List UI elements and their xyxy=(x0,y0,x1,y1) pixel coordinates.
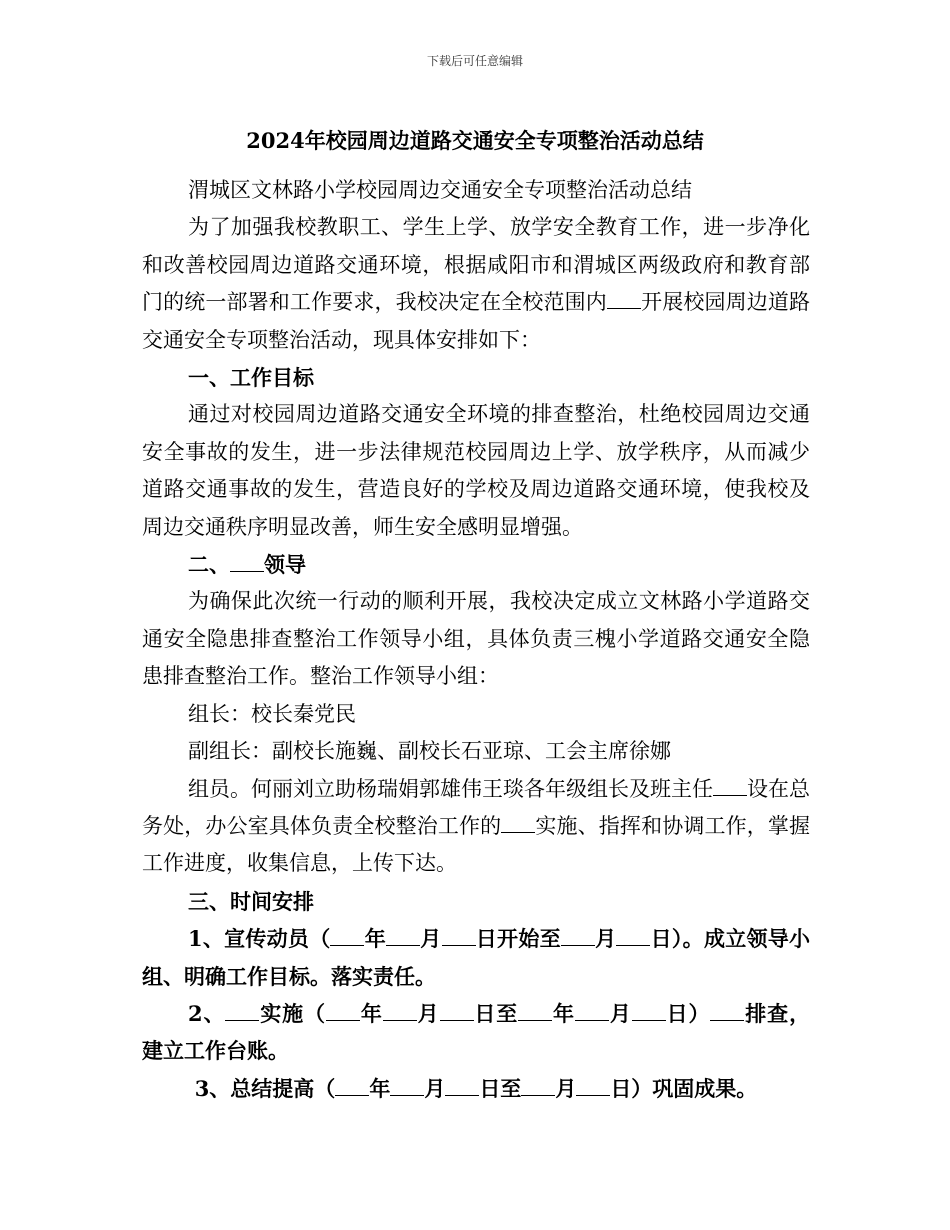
step-text: 月 xyxy=(420,926,442,952)
heading-text: 领导 xyxy=(264,552,306,578)
step-text: 实施（ xyxy=(259,1000,326,1026)
step-text: 排查，建立工作台账。 xyxy=(142,1000,811,1064)
section-heading-schedule: 三、时间安排 xyxy=(188,888,314,914)
document-body xyxy=(142,172,810,1107)
document-title: 2024年校园周边道路交通安全专项整治活动总结 xyxy=(246,128,704,153)
blank-field xyxy=(518,1002,552,1021)
section-heading-goals: 一、工作目标 xyxy=(188,365,314,391)
step-text: 年 xyxy=(369,1075,391,1101)
blank-field xyxy=(386,927,420,946)
step-text: 年 xyxy=(552,1000,575,1026)
blank-field xyxy=(326,1002,360,1021)
step-text: 日）。成立领导小组、明确工作目标。落实责任。 xyxy=(142,926,811,989)
blank-field xyxy=(521,1077,555,1096)
blank-field xyxy=(383,1002,417,1021)
blank-field xyxy=(501,814,535,833)
step-text: 月 xyxy=(416,1000,440,1026)
blank-field xyxy=(575,1002,609,1021)
members-text-1: 组员。何丽刘立助杨瑞娟郭雄伟王琰各年级组长及班主任 xyxy=(188,776,713,801)
blank-field xyxy=(632,1002,666,1021)
step-text: 日） xyxy=(665,1000,711,1026)
step-text: 3、总结提高（ xyxy=(194,1075,336,1101)
step-text: 月 xyxy=(424,1075,446,1101)
step-text: 日开始至 xyxy=(475,926,561,952)
step-text: 月 xyxy=(608,1000,632,1026)
blank-field xyxy=(390,1077,424,1096)
schedule-step-1 xyxy=(142,920,810,995)
blank-field xyxy=(440,1002,474,1021)
step-text: 日至 xyxy=(479,1075,522,1101)
blank-field xyxy=(335,1077,369,1096)
step-text: 年 xyxy=(364,926,386,952)
step-text: 月 xyxy=(555,1075,577,1101)
members-text-3: 实施、指挥和协调工作，掌握工作进度，收集信息，上传下达。 xyxy=(142,813,810,876)
blank-field xyxy=(230,553,264,572)
schedule-step-3 xyxy=(142,1070,810,1107)
subtitle-paragraph: 渭城区文林路小学校园周边交通安全专项整治活动总结 xyxy=(188,178,692,202)
members-paragraph xyxy=(142,771,810,883)
step-text: 2、 xyxy=(188,1000,226,1026)
intro-text-1: 为了加强我校教职工、学生上学、放学安全教育工作，进一步净化和改善校园周边道路交通环境，根据咸阳市和渭城区两级政府和教育部门的统一部署和工作要求，我校决定在全校范围内 xyxy=(142,215,810,315)
step-text: 年 xyxy=(359,1000,383,1026)
leadership-paragraph: 为确保此次统一行动的顺利开展，我校决定成立文林路小学道路交通安全隐患排查整治工作领导小组，具体负责三槐小学道路交通安全隐患排查整治工作。整治工作领导小组： xyxy=(142,589,810,689)
blank-field xyxy=(607,290,641,309)
section-heading-leadership xyxy=(142,546,810,583)
members-text-2: 设在总务处，办公室具体负责全校整治工作的 xyxy=(142,776,810,838)
blank-field xyxy=(225,1002,259,1021)
page-header-note: 下载后可任意编辑 xyxy=(426,54,523,68)
blank-field xyxy=(330,927,364,946)
group-leader-line: 组长：校长秦党民 xyxy=(188,701,356,726)
heading-number: 二、 xyxy=(188,552,230,578)
deputy-leader-line: 副组长：副校长施巍、副校长石亚琼、工会主席徐娜 xyxy=(188,739,671,764)
step-text: 日至 xyxy=(473,1000,519,1026)
blank-field xyxy=(616,927,650,946)
intro-paragraph xyxy=(142,209,810,359)
step-text: 1、宣传动员（ xyxy=(188,926,331,952)
schedule-step-2 xyxy=(142,995,810,1070)
goals-paragraph: 通过对校园周边道路交通安全环境的排查整治，杜绝校园周边交通安全事故的发生，进一步法律规范校园周边上学、放学秩序，从而减少道路交通事故的发生，营造良好的学校及周边道路交通环境，使我校及周边交通秩序明显改善，师生安全感明显增强。 xyxy=(142,402,810,539)
step-text: 月 xyxy=(594,926,617,952)
blank-field xyxy=(445,1077,479,1096)
blank-field xyxy=(442,927,476,946)
blank-field xyxy=(710,1002,744,1021)
step-text: 日）巩固成果。 xyxy=(610,1075,758,1101)
intro-text-2: 开展校园周边道路交通安全专项整治活动，现具体安排如下： xyxy=(142,290,811,352)
blank-field xyxy=(713,777,747,796)
blank-field xyxy=(561,927,595,946)
blank-field xyxy=(576,1077,610,1096)
